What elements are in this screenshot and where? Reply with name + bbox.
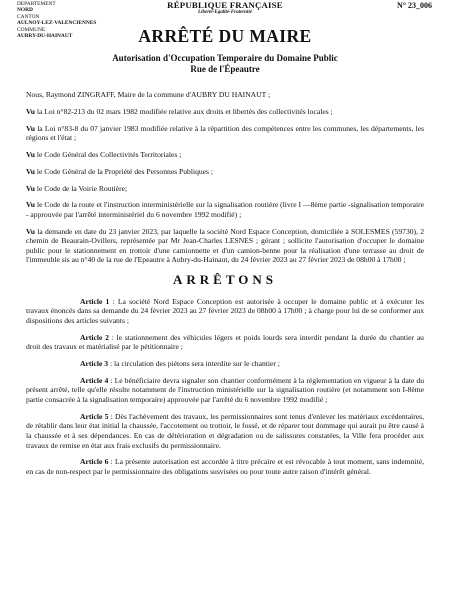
article-label: Article 1	[80, 296, 110, 306]
vu-clause	[26, 227, 424, 265]
arretons-heading: ARRÊTONS	[172, 272, 277, 288]
article-text: : La société Nord Espace Conception est autorisée à occuper le domaine public et à exécuter les travaux énoncés dans sa demande du 24 février 2023 au 27 février 2023 de 08h00 à 17h00 ; à charge pour lui de se conformer aux dispositions des articles suivants ;	[26, 296, 425, 325]
article-text: : La présente autorisation est accordée à titre précaire et est révocable à tout moment, sans indemnité, en cas de non-respect par le permissionnaire des obligations susvisées ou pour toute autre raison d'intérêt général.	[26, 457, 424, 476]
vu-text: la demande en date du 23 janvier 2023, par laquelle la société Nord Espace Conception, domiciliée à SOLESMES (59730), 2 chemin de Beaurain-Ovillers, représentée par Mr Jean-Charles LESNES ; gérant ; sollicite l'autorisation d'occuper le domaine public pour le stationnement en trottoir d'une camionnette et d'un camion-benne pour la réalisation d'une terrasse au droit de l'immeuble sis au n°40 de la rue de l'Epeautre à Aubry-du-Hainaut, du 24 février 2023 au 27 février 2023 de 08h00 à 17h00 ;	[26, 226, 424, 265]
dept-line: NORD	[17, 7, 33, 14]
vu-clause	[26, 200, 424, 219]
article	[26, 333, 424, 352]
article-text: : le stationnement des véhicules légers et poids lourds sera interdit pendant la durée du chantier au droit des travaux et matérialisé par le pétitionnaire ;	[26, 332, 424, 352]
vu-clause	[26, 107, 424, 117]
article-text: : Le bénéficiaire devra signaler son chantier conformément à la réglementation en vigueur à la date du présent arrêté, telle qu'elle résulte notamment de l'instruction ministérielle sur la signalisation routière (et notamment son I-8ème partie consacrée à la signalisation temporaire) approuvée par l'arrêté du 6 novembre 1992 modifié ;	[26, 375, 424, 404]
dept-line: DEPARTEMENT	[17, 1, 56, 7]
dept-line: CANTON	[17, 13, 40, 20]
vu-label: Vu	[26, 123, 36, 133]
article	[26, 297, 424, 326]
vu-text: le Code Général de la Propriété des Personnes Publiques ;	[35, 166, 214, 176]
article-label: Article 6	[80, 457, 109, 467]
vu-clause	[26, 167, 424, 177]
vu-clause	[26, 184, 424, 194]
article-label: Article 5	[80, 411, 109, 421]
article-label: Article 3	[80, 358, 109, 368]
republic-name: RÉPUBLIQUE FRANÇAISE	[167, 0, 283, 10]
republic-motto: Liberté-Egalité-Fraternité	[198, 10, 252, 15]
vu-clause	[26, 124, 424, 143]
document-body	[26, 90, 424, 484]
article-label: Article 2	[80, 332, 109, 342]
dept-line: AUBRY-DU-HAINAUT	[17, 33, 73, 40]
vu-text: la Loi n°82-213 du 02 mars 1982 modifiée relative aux droits et libertés des collectivités locales ;	[35, 106, 333, 116]
vu-text: le Code de la route et l'instruction interministérielle sur la signalisation routière (livre I —8ème partie -signalisation temporaire - approuvée par l'arrêté interministériel du 6 novembre 1992 modifié) ;	[26, 200, 424, 219]
document-title: ARRÊTÉ DU MAIRE	[138, 26, 312, 46]
vu-label: Vu	[26, 166, 36, 176]
dept-line: COMMUNE	[17, 26, 46, 33]
subtitle-line-2: Rue de l'Épeautre	[190, 64, 260, 74]
decree-number: N° 23_006	[397, 1, 432, 10]
article	[26, 359, 424, 369]
article-text: : Dès l'achèvement des travaux, les permissionnaires sont tenus d'enlever les matériaux excédentaires, de rétablir dans leur état initial la chaussée, l'accotement ou trottoir, le fossé, et de réparer tout dommage qui aurait pu être causé à la chaussée et à ses dépendances. En cas de détérioration et dégradation ou de salissures constatées, la Ville fera procéder aux travaux de remise en état aux frais exclusifs du permissionnaire.	[26, 411, 425, 450]
article-text: : la circulation des piétons sera interdite sur le chantier ;	[108, 358, 280, 368]
document-subtitle	[0, 53, 450, 75]
article	[26, 412, 424, 450]
dept-line: AULNOY-LEZ-VALENCIENNES	[17, 20, 97, 27]
republic-header	[0, 0, 450, 16]
article	[26, 376, 424, 405]
article	[26, 457, 424, 476]
vu-label: Vu	[26, 226, 36, 236]
vu-label: Vu	[26, 149, 36, 159]
vu-text: le Code de la Voirie Routière;	[35, 183, 128, 193]
vu-label: Vu	[26, 183, 36, 193]
vu-label: Vu	[26, 106, 36, 116]
vu-label: Vu	[26, 200, 36, 210]
preamble-nous: Nous, Raymond ZINGRAFF, Maire de la commune d'AUBRY DU HAINAUT ;	[26, 90, 271, 99]
article-label: Article 4	[80, 375, 109, 385]
vu-text: la Loi n°83-8 du 07 janvier 1983 modifiée relative à la répartition des compétences entre les communes, les départements, les régions et l'état ;	[26, 123, 424, 143]
vu-clause	[26, 150, 424, 160]
vu-text: le Code Général des Collectivités Territoriales ;	[35, 149, 182, 159]
subtitle-line-1: Autorisation d'Occupation Temporaire du Domaine Public	[112, 53, 338, 63]
